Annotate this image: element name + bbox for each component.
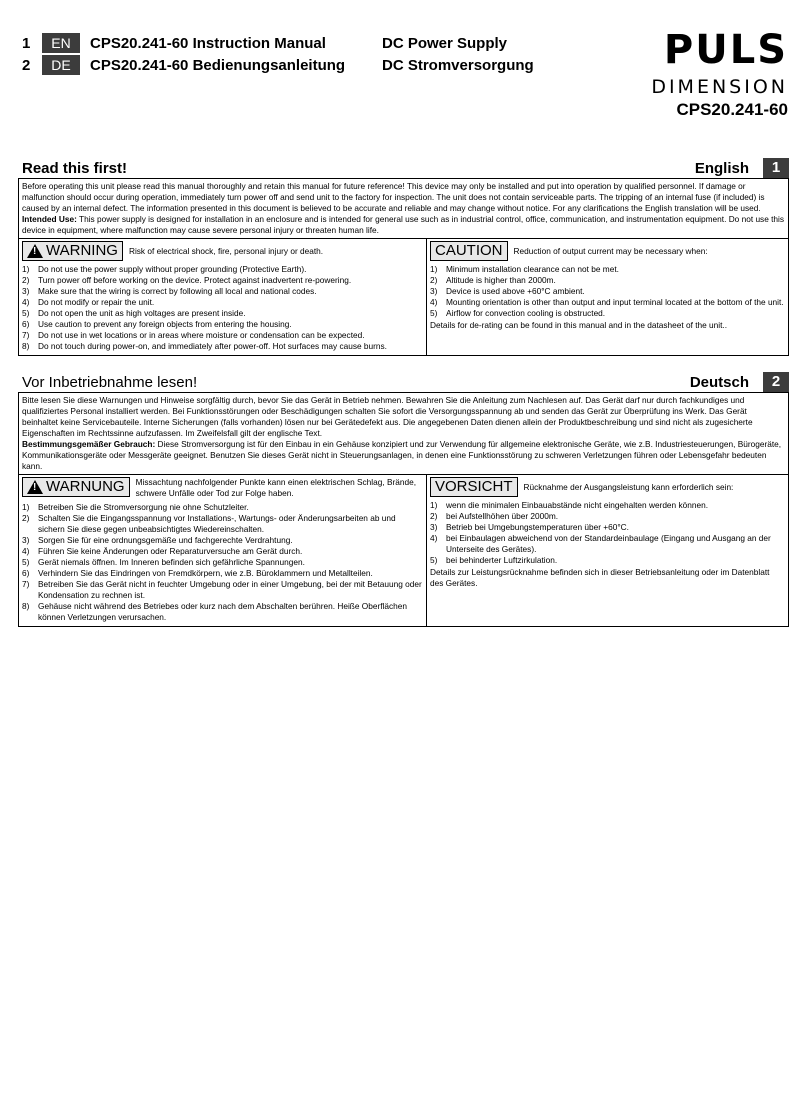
- caution-note: Details for de-rating can be found in this manual and in the datasheet of the unit..: [430, 320, 728, 330]
- warning-label: WARNUNG: [46, 478, 125, 495]
- caution-column: [427, 239, 788, 355]
- caution-badge: [430, 241, 508, 261]
- row-number: 1: [22, 34, 31, 52]
- caution-label: CAUTION: [435, 242, 503, 259]
- warning-text: Risk of electrical shock, fire, personal injury or death.: [128, 246, 324, 256]
- list-item: 5) Airflow for convection cooling is obstructed.: [430, 308, 606, 318]
- intended-use-label: Bestimmungsgemäßer Gebrauch:: [22, 439, 156, 449]
- section-heading-en: [22, 158, 789, 178]
- warning-text: Missachtung nachfolgender Punkte kann einen elektrischen Schlag, Brände, schwere Unfälle oder Tod zur Folge haben.: [135, 477, 417, 498]
- list-item: 8) Do not touch during power-on, and immediately after power-off. Hot surfaces may cause burns.: [22, 341, 387, 351]
- list-item: 5) bei behinderter Luftzirkulation.: [430, 555, 558, 565]
- list-item: 4) Do not modify or repair the unit.: [22, 297, 155, 307]
- caution-label: VORSICHT: [435, 478, 513, 495]
- list-item: 3) Make sure that the wiring is correct by following all local and national codes.: [22, 286, 317, 296]
- list-item: 1) Betreiben Sie die Stromversorgung nie ohne Schutzleiter.: [22, 502, 249, 512]
- warning-triangle-icon: !: [27, 480, 43, 494]
- intro-paragraph: Bitte lesen Sie diese Warnungen und Hinweise sorgfältig durch, bevor Sie das Gerät in Betrieb nehmen. Bewahren Sie die Anleitung zum Nachlesen auf. Das Gerät darf nur durch fachkundiges und qualifiziertes Personal installiert werden. Bei Funktionsstörungen oder Beschädigungen schalten Sie sofort die Versorgungsspannung ab und senden das Gerät zur Überprüfung ins Werk. Das Gerät beinhaltet keine Servicebauteile. Interne Sicherungen (falls vorhanden) lösen nur bei Gerätedefekt aus. Die angegebenen Daten dienen allein der Produktbeschreibung und sind nicht als zugesicherte Eigenschaften im Rechtssinne aufzufassen. Im Zweifelsfall gilt der englische Text.: [22, 395, 753, 438]
- warning-list: [22, 502, 423, 623]
- manual-title: CPS20.241-60 Instruction Manual: [90, 34, 326, 52]
- caution-badge: [430, 477, 518, 497]
- list-item: 6) Verhindern Sie das Eindringen von Fremdkörpern, wie z.B. Büroklammern und Metallteilen.: [22, 568, 373, 578]
- section-title: Read this first!: [22, 159, 128, 177]
- logo-subtext: DIMENSION: [651, 76, 788, 98]
- section-language: Deutsch: [689, 373, 749, 391]
- warning-list: [22, 264, 423, 352]
- list-item: 3) Betrieb bei Umgebungstemperaturen über +60°C.: [430, 522, 629, 532]
- warning-label: WARNING: [46, 242, 118, 259]
- caution-list: [430, 500, 785, 566]
- language-badge: EN: [42, 33, 80, 53]
- intended-use-label: Intended Use:: [22, 214, 77, 224]
- puls-logo: [651, 27, 788, 120]
- manual-title: CPS20.241-60 Bedienungsanleitung: [90, 56, 346, 74]
- list-item: 3) Sorgen Sie für eine ordnungsgemäße und fachgerechte Verdrahtung.: [22, 535, 293, 545]
- list-item: 2) Altitude is higher than 2000m.: [430, 275, 556, 285]
- intro-text: [19, 393, 788, 475]
- warning-column: [19, 239, 427, 355]
- model-number: CPS20.241-60: [676, 100, 788, 119]
- section-box-en: [18, 178, 789, 356]
- manual-subtitle: DC Stromversorgung: [382, 56, 534, 74]
- header-row-de: [22, 54, 534, 76]
- list-item: 5) Gerät niemals öffnen. Im Inneren befinden sich gefährliche Spannungen.: [22, 557, 305, 567]
- row-number: 2: [22, 56, 31, 74]
- intro-text: [19, 179, 788, 239]
- warning-badge: [22, 241, 123, 261]
- caution-note: Details zur Leistungsrücknahme befinden sich in dieser Betriebsanleitung oder im Datenblatt des Gerätes.: [430, 567, 770, 588]
- list-item: 2) Turn power off before working on the device. Protect against inadvertent re-powering.: [22, 275, 352, 285]
- list-item: 4) Mounting orientation is other than output and input terminal located at the bottom of the unit.: [430, 297, 784, 307]
- intended-use-text: This power supply is designed for installation in an enclosure and is intended for general use such as in industrial control, office, communication, and instrumentation equipment. Do not use this device in equipment, where malfunction may cause severe personal injury or threaten human life.: [22, 214, 785, 235]
- caution-text: Rücknahme der Ausgangsleistung kann erforderlich sein:: [523, 482, 734, 492]
- section-number: 2: [763, 372, 789, 392]
- warning-badge: [22, 477, 130, 497]
- intended-use: [22, 214, 785, 236]
- caution-list: [430, 264, 785, 319]
- list-item: 6) Use caution to prevent any foreign objects from entering the housing.: [22, 319, 292, 329]
- list-item: 2) Schalten Sie die Eingangsspannung vor Installations-, Wartungs- oder Änderungsarbeiten ab und sichern Sie diese gegen unbeabsichtigtes Wiedereinschalten.: [22, 513, 396, 534]
- warning-column: [19, 475, 427, 626]
- list-item: 1) Do not use the power supply without proper grounding (Protective Earth).: [22, 264, 307, 274]
- warning-triangle-icon: !: [27, 244, 43, 258]
- caution-text: Reduction of output current may be necessary when:: [513, 246, 708, 256]
- intended-use: [22, 439, 785, 472]
- section-title: Vor Inbetriebnahme lesen!: [22, 373, 198, 391]
- list-item: 7) Do not use in wet locations or in areas where moisture or condensation can be expected.: [22, 330, 365, 340]
- intro-paragraph: Before operating this unit please read this manual thoroughly and retain this manual for future reference! This device may only be installed and put into operation by qualified personnel. If damage or malfunction should occur during operation, immediately turn power off and send unit to the factory for inspection. The unit does not contain serviceable parts. The tripping of an internal fuse (if included) is caused by an internal defect. The information presented in this document is believed to be accurate and reliable and may change without notice. For any clarifications the English translation will be used.: [22, 181, 765, 213]
- list-item: 2) bei Aufstellhöhen über 2000m.: [430, 511, 559, 521]
- header-row-en: [22, 32, 507, 54]
- language-badge: DE: [42, 55, 80, 75]
- caution-column: [427, 475, 788, 626]
- list-item: 7) Betreiben Sie das Gerät nicht in feuchter Umgebung oder in einer Umgebung, bei der mit Betauung oder Kondensation zu rechnen ist.: [22, 579, 422, 600]
- list-item: 1) wenn die minimalen Einbauabstände nicht eingehalten werden können.: [430, 500, 708, 510]
- section-box-de: [18, 392, 789, 627]
- list-item: 1) Minimum installation clearance can not be met.: [430, 264, 619, 274]
- logo-text: PULS: [663, 27, 788, 73]
- list-item: 3) Device is used above +60°C ambient.: [430, 286, 585, 296]
- list-item: 8) Gehäuse nicht während des Betriebes oder kurz nach dem Abschalten berühren. Heiße Oberflächen können Verletzungen verursachen.: [22, 601, 407, 622]
- list-item: 4) Führen Sie keine Änderungen oder Reparaturversuche am Gerät durch.: [22, 546, 303, 556]
- list-item: 5) Do not open the unit as high voltages are present inside.: [22, 308, 246, 318]
- intended-use-text: Diese Stromversorgung ist für den Einbau in ein Gehäuse konzipiert und zur Verwendung für allgemeine elektronische Geräte, wie z.B. Industriesteuerungen, Bürogeräte, Kommunikationsgeräte oder Messgeräte geeignet. Benutzen Sie dieses Gerät nicht in Steuerungsanlagen, in denen eine Funktionsstörung zu schweren Verletzungen führen oder Lebensgefahr bedeuten kann.: [22, 439, 782, 471]
- manual-subtitle: DC Power Supply: [382, 34, 508, 52]
- list-item: 4) bei Einbaulagen abweichend von der Standardeinbaulage (Eingang und Ausgang an der Unterseite des Gerätes).: [430, 533, 771, 554]
- section-number: 1: [763, 158, 789, 178]
- section-heading-de: [22, 372, 789, 392]
- section-language: English: [694, 159, 749, 177]
